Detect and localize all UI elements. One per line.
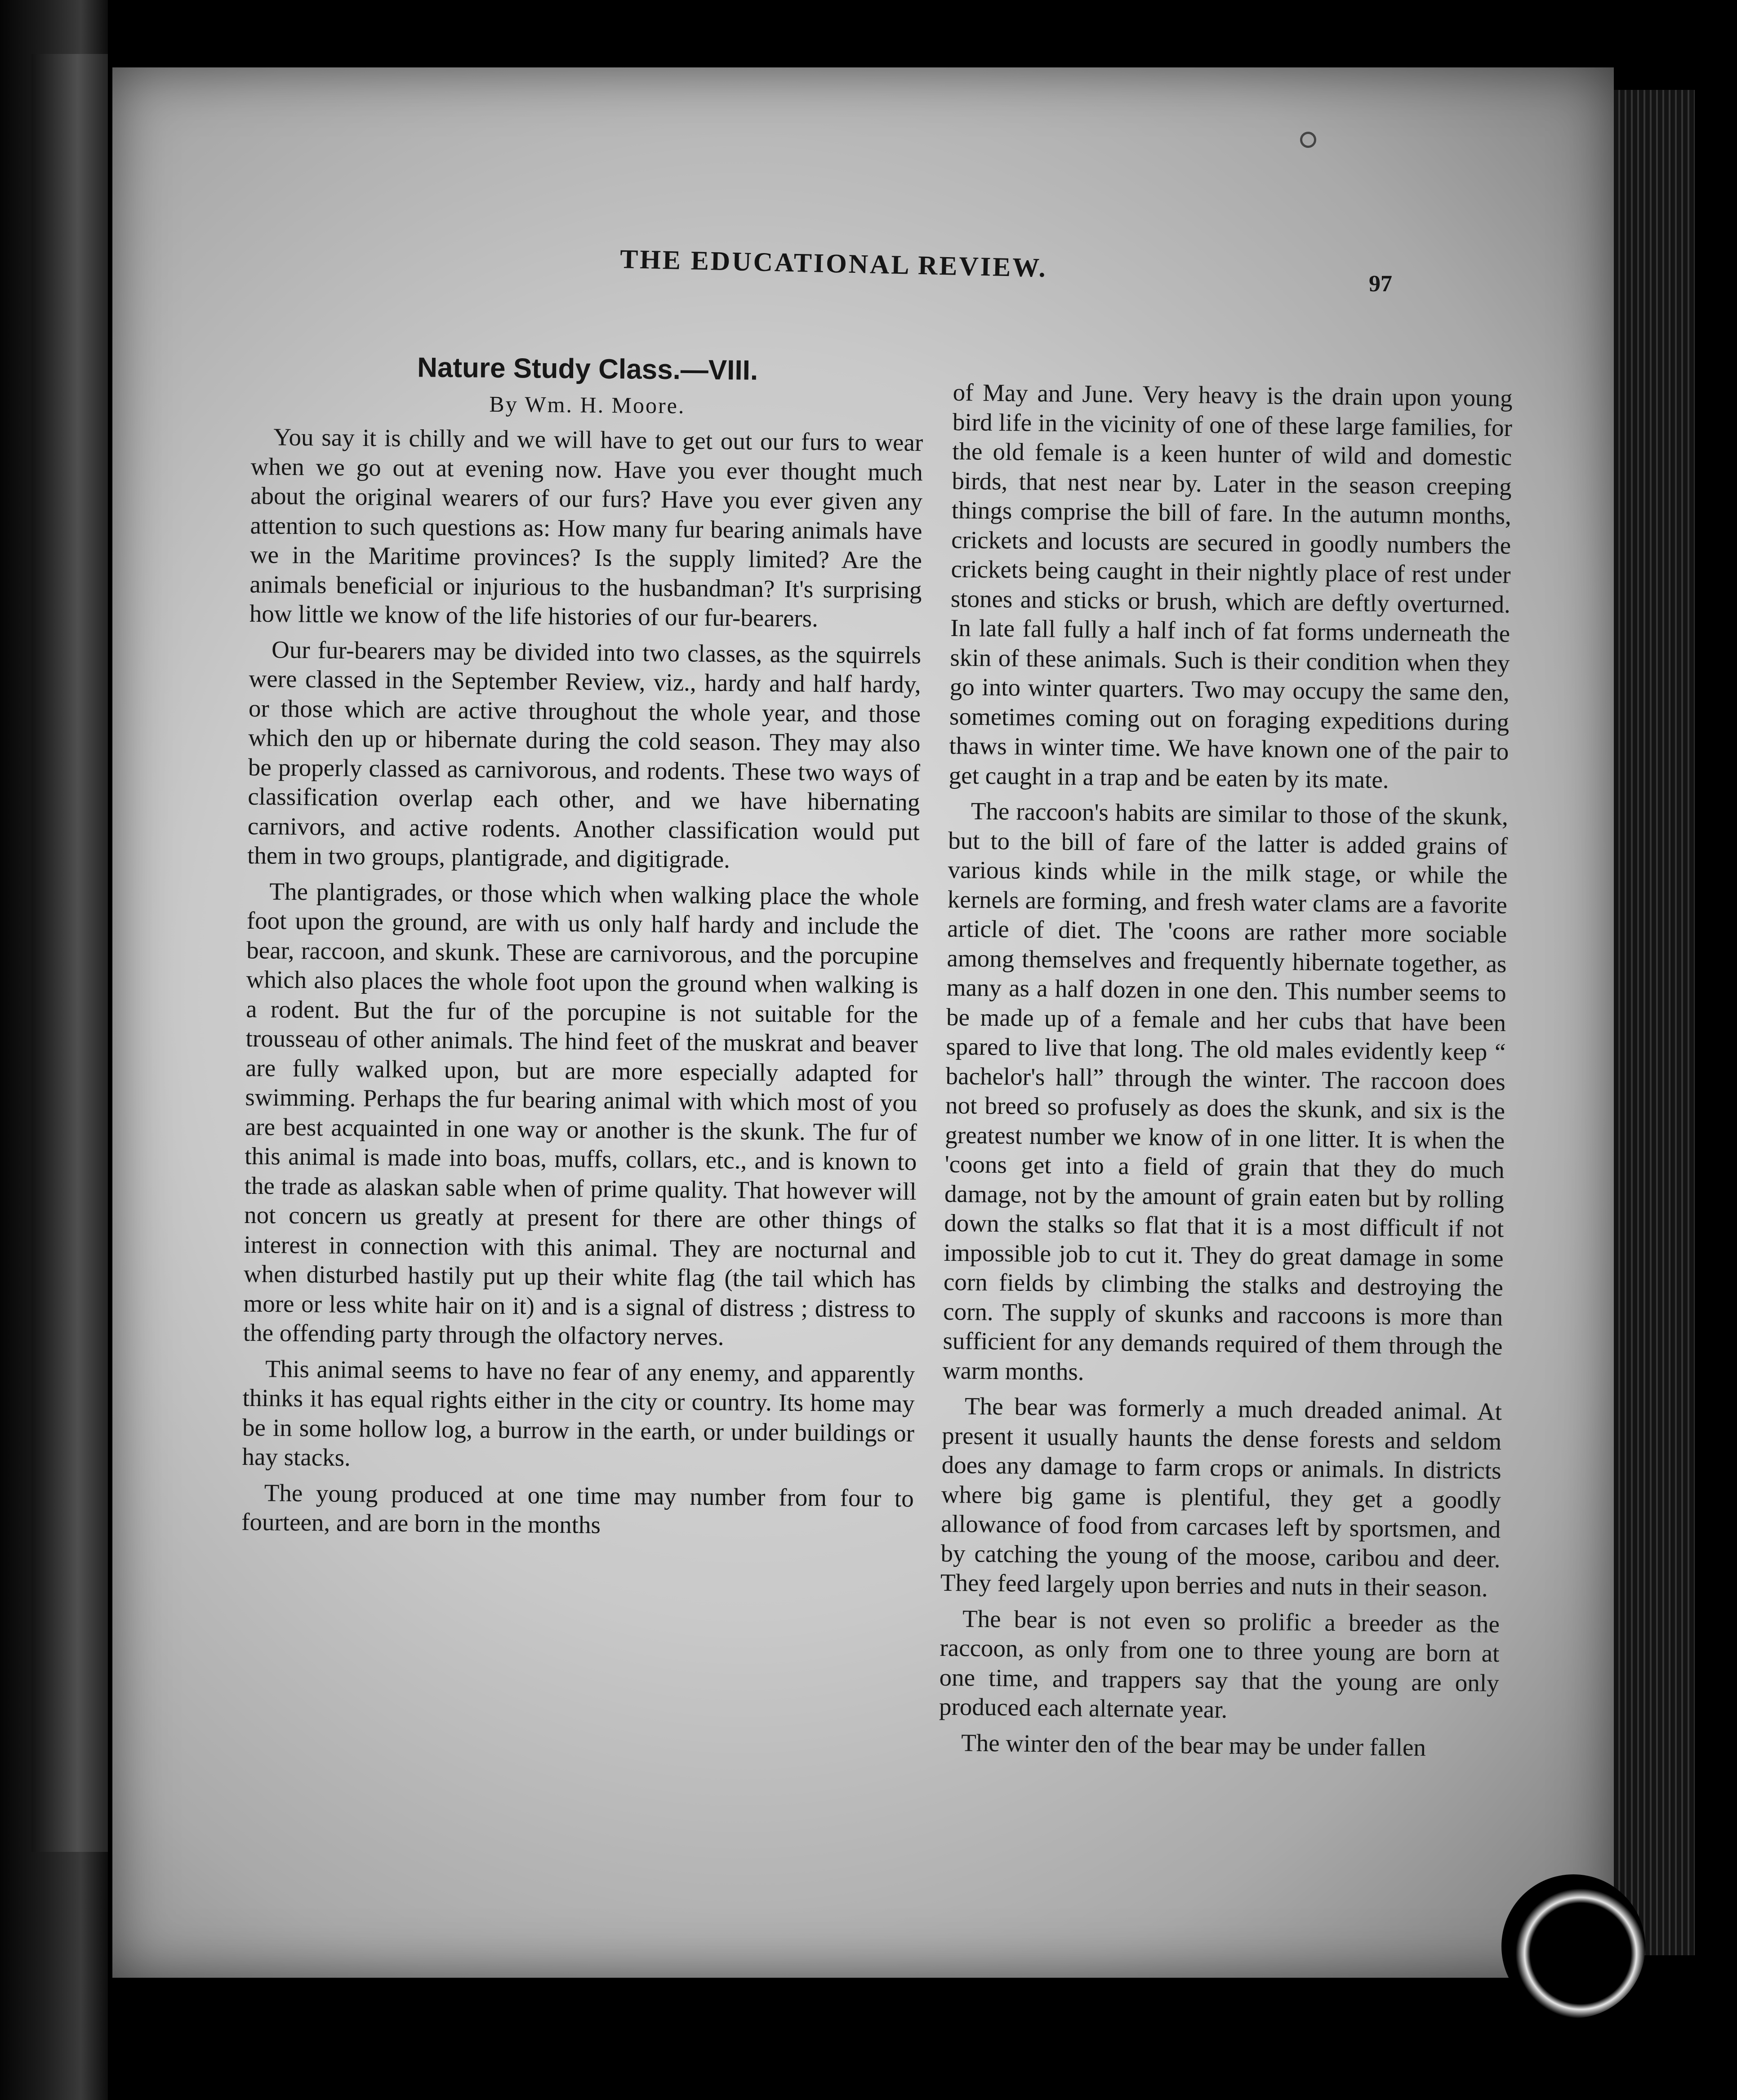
paragraph: The winter den of the bear may be under fallen	[961, 1728, 1426, 1761]
article-byline: By Wm. H. Moore.	[489, 391, 686, 418]
book-page-edges	[1614, 90, 1695, 1955]
paragraph: This animal seems to have no fear of any enemy, and apparently thinks it has equal rights either in the city or country. Its home may be in some hollow log, a burrow in the earth, or under buildings or hay stacks.	[242, 1354, 915, 1472]
page-blemish	[1300, 132, 1316, 148]
facing-page-edge	[31, 54, 108, 1852]
right-column	[939, 378, 1513, 1769]
left-column	[241, 348, 924, 1548]
paragraph: The plantigrades, or those which when walking place the whole foot upon the ground, are with us only half hardy and include the bear, raccoon, and skunk. These are carnivorous, and the porcupine which also places the whole foot upon the ground when walking is a rodent. But the fur of the porcupine is not suitable for the trousseau of other animals. The hind feet of the muskrat and beaver are fully walked upon, but are more especially adapted for swimming. Perhaps the fur bearing animal with which most of you are best acquainted in one way or another is the skunk. The fur of this animal is made into boas, muffs, collars, etc., and is known to the trade as alaskan sable when of prime quality. That however will not concern us greatly at present for there are other things of interest in connection with this animal. They are nocturnal and when disturbed hastily put up their white flag (the tail which has more or less white hair on it) and is a signal of distress ; distress to the offending party through the olfactory nerves.	[243, 877, 919, 1351]
paragraph: Our fur-bearers may be divided into two classes, as the squirrels were classed in the September Review, viz., hardy and half hardy, or those which are active throughout the whole year, and those which den up or hibernate during the cold season. They may also be properly classed as carnivorous, and rodents. These two ways of classification overlap each other, and we have hibernating carnivors, and active rodents. Another classification would put them in two groups, plantigrade, and digitigrade.	[247, 635, 922, 873]
page-number: 97	[1369, 271, 1392, 297]
paragraph: You say it is chilly and we will have to get out our furs to wear when we go out at evening now. Have you ever thought much about the original wearers of our furs? Have you ever given any attention to such questions as: How many fur bearing animals have we in the Maritime provinces? Is the supply limited? Are the animals beneficial or injurious to the husbandman? It's surprising how little we know of the life histories of our fur-bearers.	[249, 423, 923, 632]
paragraph-continuation: of May and June. Very heavy is the drain upon young bird life in the vicinity of one of these large families, for the old female is a keen hunter of wild and domestic birds, that nest near by. Later in the season creeping things comprise the bill of fare. In the autumn months, crickets and locusts are secured in goodly numbers the crickets being caught in their nightly place of rest under stones and sticks or brush, which are deftly overturned. In late fall fully a half inch of fat forms underneath the skin of these animals. Such is their condition when they go into winter quarters. Two may occupy the same den, sometimes coming out on foraging expeditions during thaws in winter time. We have known one of the pair to get caught in a trap and be eaten by its mate.	[949, 378, 1513, 793]
paragraph: The young produced at one time may number from four to fourteen, and are born in the months	[241, 1478, 914, 1539]
running-head: THE EDUCATIONAL REVIEW.	[619, 244, 1048, 283]
paragraph: The raccoon's habits are similar to those of the skunk, but to the bill of fare of the latter is added grains of various kinds while in the milk stage, or while the kernels are forming, and fresh water clams are a favorite article of diet. The 'coons are rather more sociable among themselves and frequently hibernate together, as many as a half dozen in one den. This number seems to be made up of a female and her cubs that have been spared to live that long. The old males evidently keep “ bachelor's hall” through the winter. The raccoon does not breed so profusely as does the skunk, and six is the greatest number we know of in one litter. It is when the 'coons get into a field of grain that they do much damage, not by the amount of grain eaten but by rolling down the stalks so flat that it is a most difficult if not impossible job to cut it. They do great damage in some corn fields by climbing the stalks and destroying the corn. The supply of skunks and raccoons is more than sufficient for any demands required of them through the warm months.	[942, 797, 1509, 1385]
book-page	[112, 67, 1614, 1978]
page-clamp	[1501, 1874, 1645, 2018]
article-title: Nature Study Class.—VIII.	[417, 352, 758, 386]
paragraph: The bear was formerly a much dreaded animal. At present it usually haunts the dense forests and seldom does any damage to farm crops or animals. In districts where big game is plentiful, they get a goodly allowance of food from carcases left by sportsmen, and by catching the young of the moose, caribou and deer. They feed largely upon berries and nuts in their season.	[940, 1392, 1502, 1602]
paragraph: The bear is not even so prolific a breeder as the raccoon, as only from one to three young are born at one time, and trappers say that the young are only produced each alternate year.	[939, 1604, 1500, 1723]
